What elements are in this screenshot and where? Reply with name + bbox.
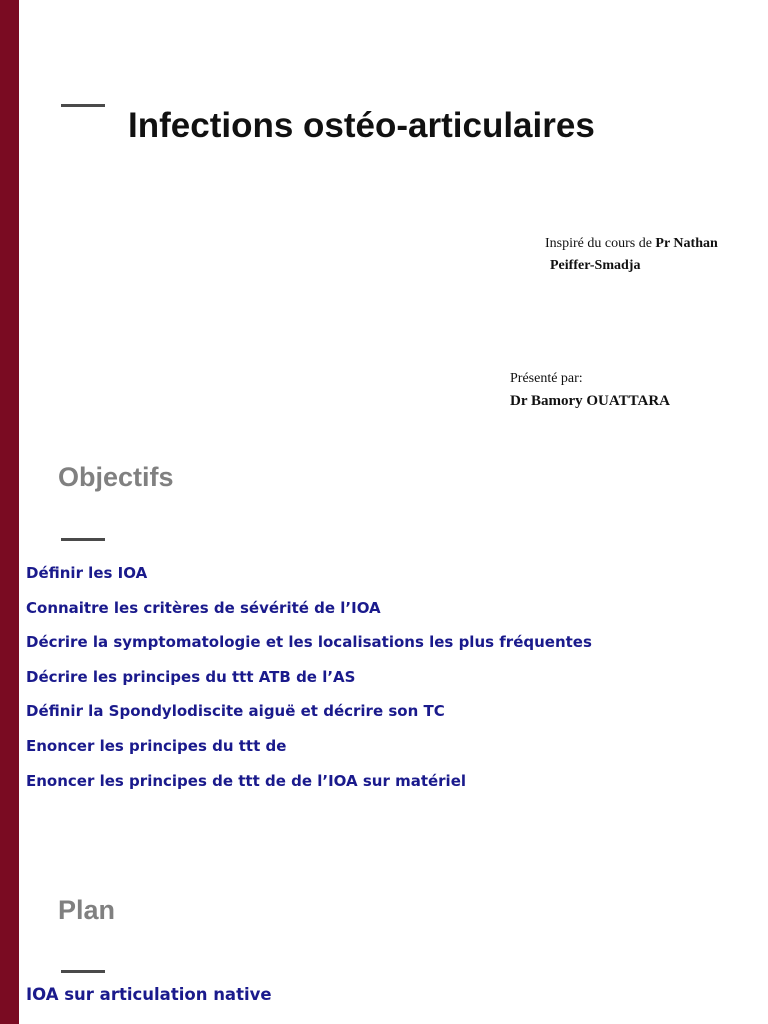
plan-heading: Plan xyxy=(58,895,116,925)
document-title: Infections ostéo-articulaires xyxy=(128,106,595,145)
presenter-block xyxy=(510,369,670,413)
course-credit xyxy=(545,233,718,277)
plan-item: IOA sur articulation native xyxy=(26,985,272,1004)
list-item: Connaitre les critères de sévérité de l’IOA xyxy=(26,598,381,617)
list-item: Enoncer les principes du ttt de xyxy=(26,736,287,755)
list-item: Décrire la symptomatologie et les localisations les plus fréquentes xyxy=(26,633,592,652)
presenter-name: Dr Bamory OUATTARA xyxy=(510,393,670,409)
objectifs-heading: Objectifs xyxy=(58,462,174,492)
objectifs-list xyxy=(26,562,592,804)
credit-name-line1: Pr Nathan xyxy=(655,236,718,251)
list-item: Enoncer les principes de ttt de de l’IOA sur matériel xyxy=(26,771,467,790)
objectifs-divider xyxy=(61,538,105,541)
credit-prefix: Inspiré du cours de xyxy=(545,236,656,251)
plan-divider xyxy=(61,970,105,973)
credit-name-line2: Peiffer-Smadja xyxy=(550,258,641,273)
list-item: Définir les IOA xyxy=(26,564,148,582)
title-divider xyxy=(61,104,105,107)
list-item: Décrire les principes du ttt ATB de l’AS xyxy=(26,667,356,686)
side-accent-bar xyxy=(0,0,19,1024)
list-item: Définir la Spondylodiscite aiguë et décrire son TC xyxy=(26,702,445,721)
presenter-label: Présenté par: xyxy=(510,371,583,386)
